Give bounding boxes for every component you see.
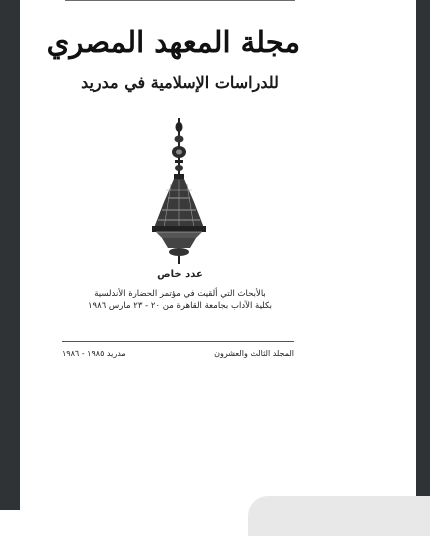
page-corner-overlay — [248, 496, 430, 536]
viewer-margin-left — [0, 0, 20, 510]
top-rule — [65, 0, 295, 1]
journal-title: مجلة المعهد المصري — [46, 25, 300, 59]
issue-description — [70, 288, 290, 316]
volume-label: المجلد الثالث والعشرون — [214, 349, 294, 358]
place-year-label: مدريد ١٩٨٥ - ١٩٨٦ — [62, 349, 126, 358]
special-issue-label: عدد خاص — [157, 269, 203, 280]
description-line-1: بالأبحاث التي ألقيت في مؤتمر الحضارة الأندلسية — [94, 289, 266, 299]
viewer-margin-right — [416, 0, 430, 510]
journal-subtitle: للدراسات الإسلامية في مدريد — [81, 73, 279, 92]
description-line-2: بكلية الآداب بجامعة القاهرة من ٢٠ - ٢٣ مارس ١٩٨٦ — [87, 301, 273, 311]
bottom-rule — [62, 341, 294, 342]
hanging-lamp-icon — [144, 118, 214, 266]
document-page — [20, 0, 416, 510]
